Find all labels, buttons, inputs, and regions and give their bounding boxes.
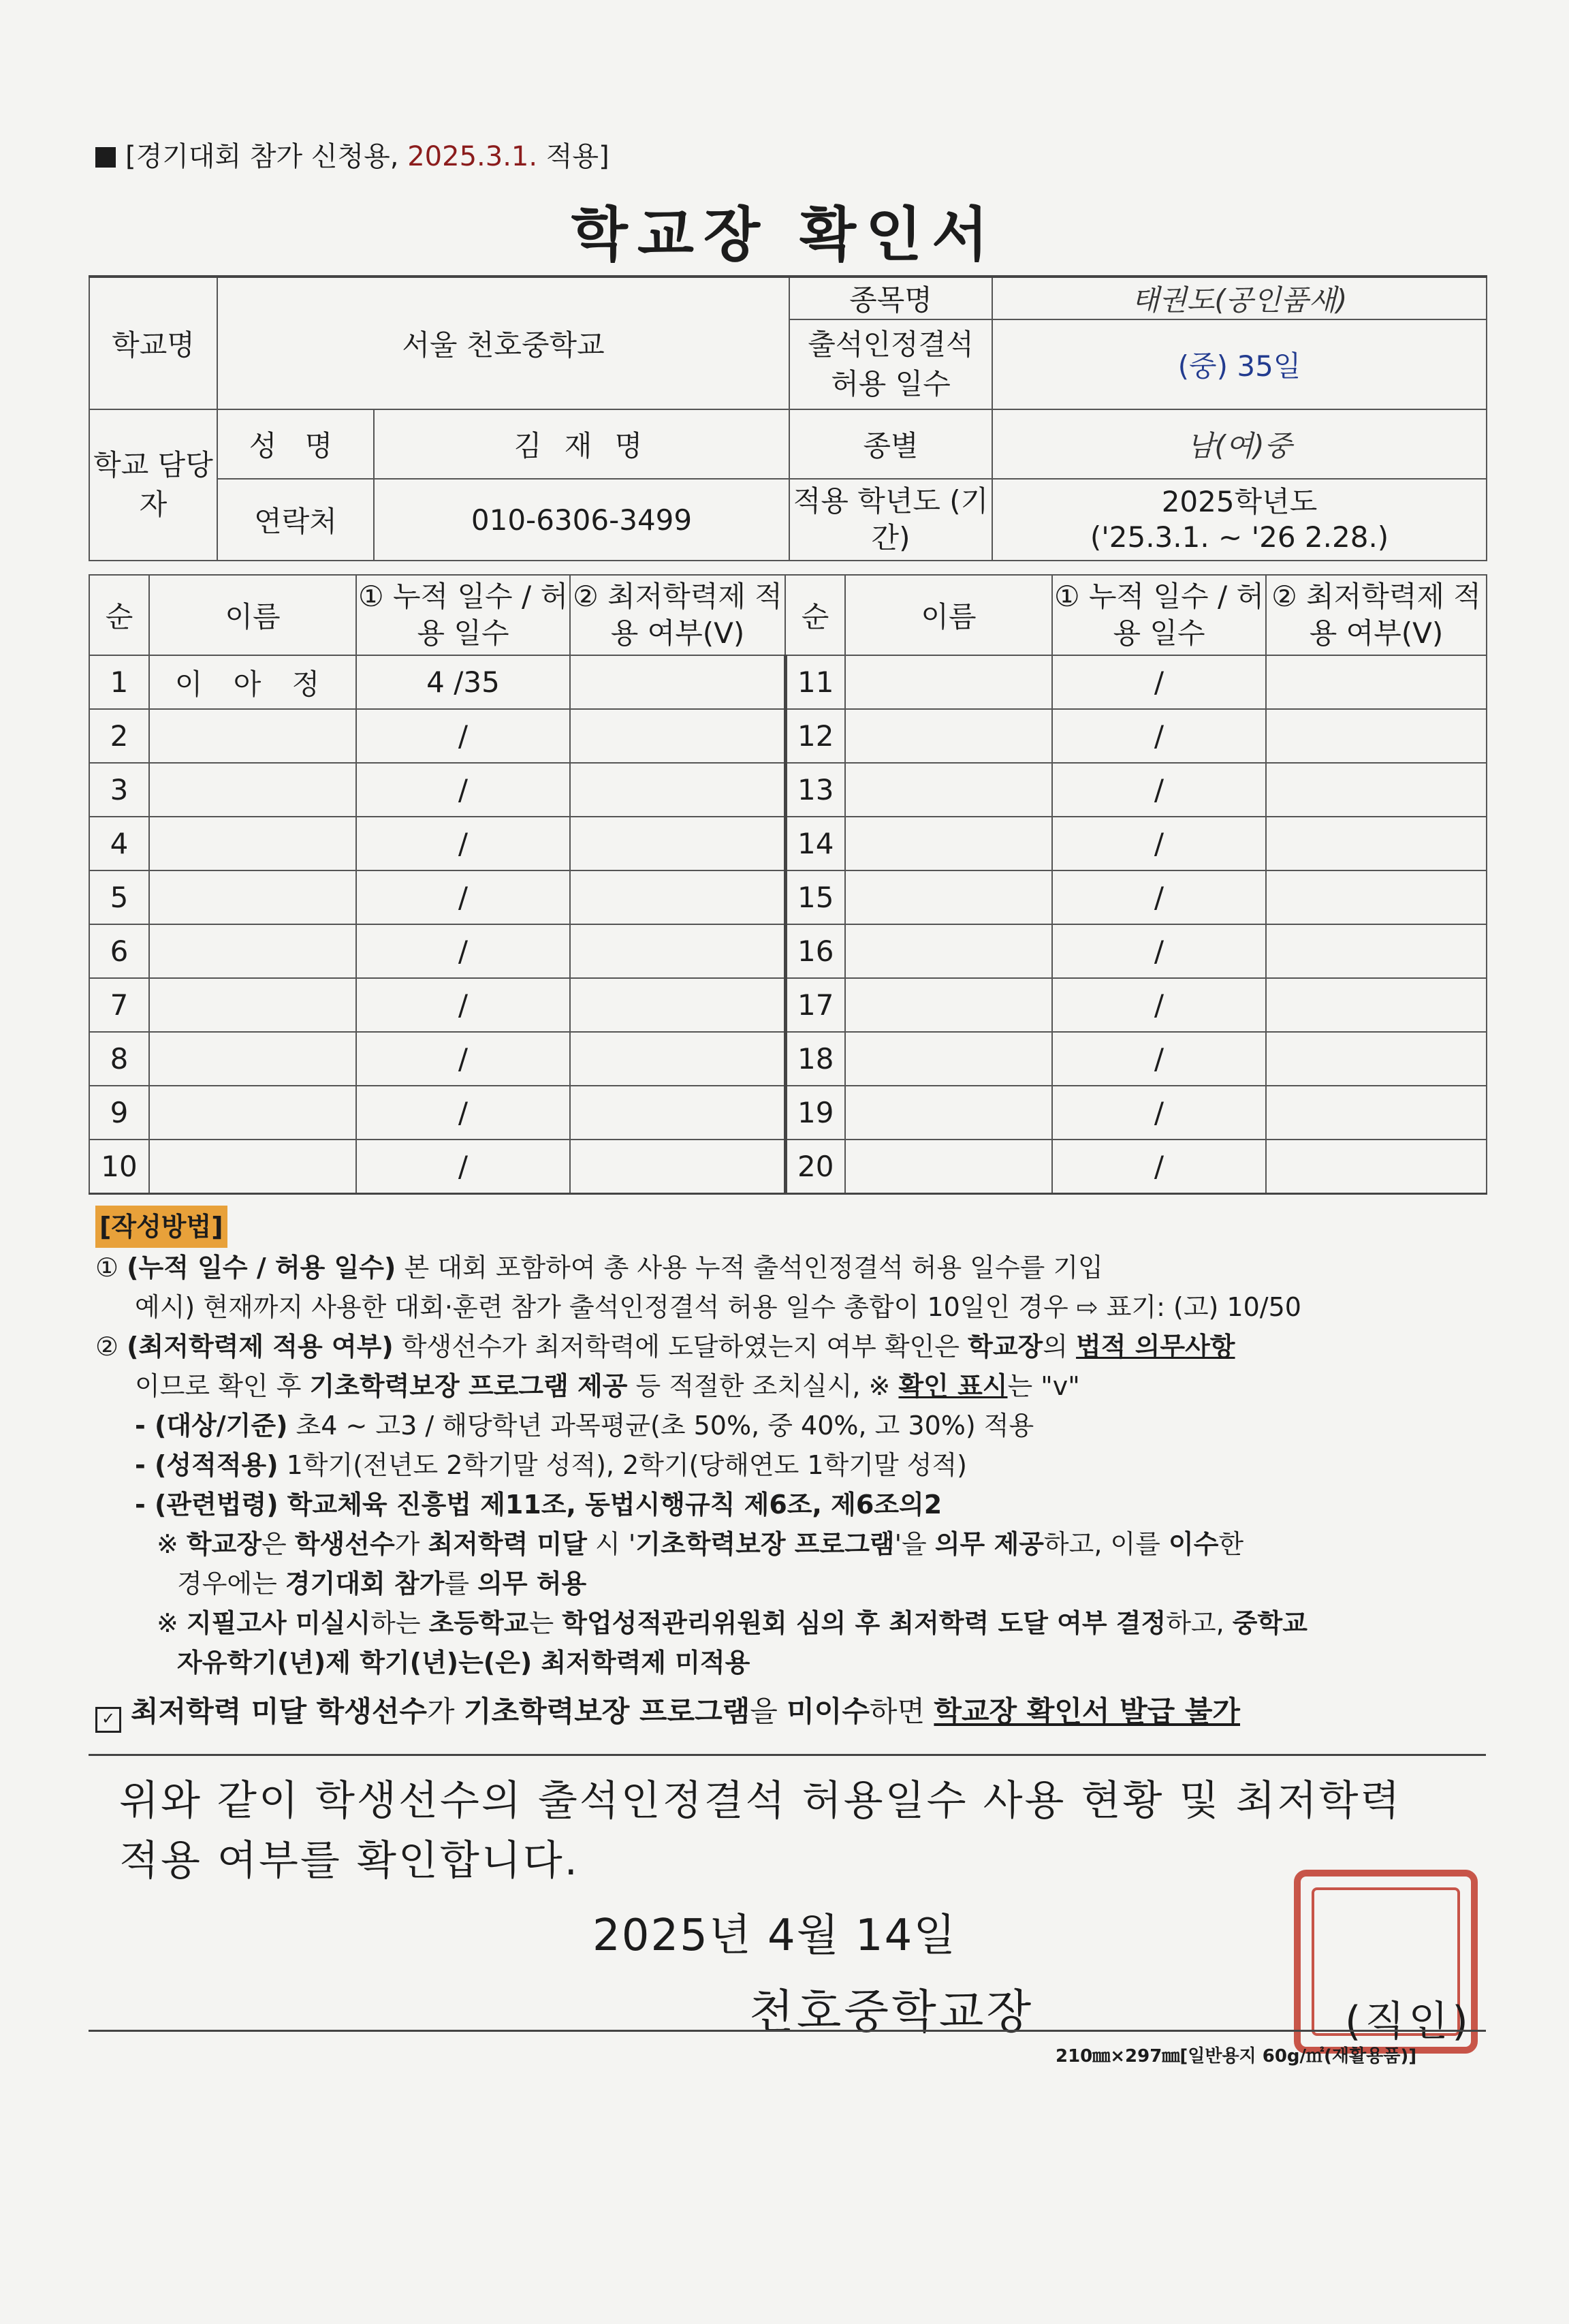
cell-min (570, 870, 785, 924)
cell-no: 1 (89, 655, 149, 709)
paper-spec: 210㎜×297㎜[일반용지 60g/㎡(재활용품)] (1056, 2046, 1417, 2067)
instruction-line: 자유학기(년)제 학기(년)는(은) 최저학력제 미적용 (177, 1648, 750, 1678)
cell-name (149, 1086, 356, 1140)
cell-name (149, 1140, 356, 1193)
cell-name (845, 709, 1052, 763)
cell-name (149, 817, 356, 870)
cell-name (845, 763, 1052, 817)
cell-min (570, 763, 785, 817)
instructions (95, 1206, 1485, 1733)
checkbox-icon: ✓ (95, 1707, 121, 1733)
col-name: 이름 (149, 575, 356, 655)
cell-name (149, 924, 356, 978)
cell-days: / (356, 1086, 570, 1140)
table-row (89, 924, 1487, 978)
name-label: 성 명 (217, 409, 374, 479)
col-no: 순 (89, 575, 149, 655)
year-cell (992, 479, 1487, 561)
col-days: ① 누적 일수 / 허용 일수 (1052, 575, 1266, 655)
cell-name (149, 870, 356, 924)
cell-no: 7 (89, 978, 149, 1032)
instruction-line: 이므로 확인 후 기초학력보장 프로그램 제공 등 적절한 조치실시, ※ 확인 표시는 "v" (135, 1371, 1080, 1401)
cell-min (570, 655, 785, 709)
cell-days: / (1052, 763, 1266, 817)
instructions-heading: [작성방법] (95, 1206, 227, 1248)
col-name: 이름 (845, 575, 1052, 655)
cell-min (1266, 1086, 1487, 1140)
instruction-line: 예시) 현재까지 사용한 대회·훈련 참가 출석인정결석 허용 일수 총합이 10일인 경우 ⇨ 표기: (고) 10/50 (135, 1292, 1301, 1322)
cell-days: / (1052, 978, 1266, 1032)
cell-days: / (356, 978, 570, 1032)
cell-days: / (1052, 1032, 1266, 1086)
allowed-days-value: (중) 35일 (992, 319, 1487, 409)
notice-line: ✓ 최저학력 미달 학생선수가 기초학력보장 프로그램을 미이수하면 학교장 확인서 발급 불가 (95, 1692, 1485, 1733)
contact-label: 연락처 (217, 479, 374, 561)
col-min: ② 최저학력제 적용 여부(V) (1266, 575, 1487, 655)
instruction-line: - (관련법령) 학교체육 진흥법 제11조, 동법시행규칙 제6조, 제6조의2 (135, 1490, 942, 1520)
cell-days: / (356, 709, 570, 763)
contact-value: 010-6306-3499 (374, 479, 789, 561)
cell-min (1266, 709, 1487, 763)
table-row (89, 709, 1487, 763)
table-row (89, 1140, 1487, 1193)
cell-name (149, 763, 356, 817)
student-table (89, 574, 1487, 1195)
teacher-name: 김 재 명 (374, 409, 789, 479)
cell-days: / (1052, 924, 1266, 978)
school-name: 서울 천호중학교 (217, 277, 789, 409)
instruction-line: ※ 학교장은 학생선수가 최저학력 미달 시 '기초학력보장 프로그램'을 의무 제공하고, 이를 이수한 (157, 1529, 1244, 1559)
cell-no: 19 (785, 1086, 845, 1140)
cell-min (1266, 763, 1487, 817)
cell-min (1266, 870, 1487, 924)
cell-name (845, 655, 1052, 709)
cell-no: 5 (89, 870, 149, 924)
cell-days: / (356, 870, 570, 924)
principal-name: 천호중학교장 (749, 1985, 1034, 2039)
instruction-line: - (성적적용) 1학기(전년도 2학기말 성적), 2학기(당해연도 1학기말 성적) (135, 1450, 968, 1480)
cell-name (845, 870, 1052, 924)
table-row (89, 817, 1487, 870)
cell-min (570, 817, 785, 870)
divider (89, 2030, 1486, 2032)
cell-name (149, 1032, 356, 1086)
cell-no: 6 (89, 924, 149, 978)
cell-name (149, 709, 356, 763)
col-min: ② 최저학력제 적용 여부(V) (570, 575, 785, 655)
top-note: [경기대회 참가 신청용, 2025.3.1. 적용] (95, 135, 609, 174)
cell-no: 12 (785, 709, 845, 763)
cell-no: 11 (785, 655, 845, 709)
cell-name (845, 1032, 1052, 1086)
cell-no: 3 (89, 763, 149, 817)
cell-min (1266, 1032, 1487, 1086)
cell-min (1266, 817, 1487, 870)
table-row (89, 1032, 1487, 1086)
black-square-icon (95, 147, 116, 168)
cell-days: 4 /35 (356, 655, 570, 709)
cell-days: / (1052, 655, 1266, 709)
instruction-line: 경우에는 경기대회 참가를 의무 허용 (177, 1569, 587, 1599)
cell-no: 15 (785, 870, 845, 924)
cell-days: / (356, 763, 570, 817)
instruction-line: ① (누적 일수 / 허용 일수) 본 대회 포함하여 총 사용 누적 출석인정결석 허용 일수를 기입 (95, 1253, 1103, 1283)
instruction-line: - (대상/기준) 초4 ~ 고3 / 해당학년 과목평균(초 50%, 중 40%, 고 30%) 적용 (135, 1411, 1034, 1441)
teacher-label: 학교 담당자 (89, 409, 217, 561)
table-row (89, 655, 1487, 709)
cell-min (1266, 924, 1487, 978)
cell-no: 2 (89, 709, 149, 763)
cell-min (570, 924, 785, 978)
type-label: 종별 (789, 409, 992, 479)
table-row (89, 978, 1487, 1032)
instruction-line: ※ 지필고사 미실시하는 초등학교는 학업성적관리위원회 심의 후 최저학력 도달 여부 결정하고, 중학교 (157, 1608, 1308, 1638)
cell-days: / (1052, 1086, 1266, 1140)
cell-name: 이 아 정 (149, 655, 356, 709)
table-row (89, 1086, 1487, 1140)
cell-no: 20 (785, 1140, 845, 1193)
cell-name (845, 1086, 1052, 1140)
cell-no: 8 (89, 1032, 149, 1086)
cell-min (1266, 1140, 1487, 1193)
info-table (89, 275, 1487, 561)
cell-min (570, 709, 785, 763)
event-label: 종목명 (789, 277, 992, 319)
school-label: 학교명 (89, 277, 217, 409)
cell-min (570, 1086, 785, 1140)
cell-days: / (1052, 709, 1266, 763)
cell-no: 16 (785, 924, 845, 978)
cell-days: / (356, 1032, 570, 1086)
col-no: 순 (785, 575, 845, 655)
cell-days: / (1052, 817, 1266, 870)
cell-no: 18 (785, 1032, 845, 1086)
divider (89, 1754, 1486, 1756)
cell-min (1266, 978, 1487, 1032)
cell-no: 17 (785, 978, 845, 1032)
cell-days: / (356, 1140, 570, 1193)
cell-days: / (1052, 1140, 1266, 1193)
cell-no: 13 (785, 763, 845, 817)
cell-name (845, 1140, 1052, 1193)
cell-no: 9 (89, 1086, 149, 1140)
cell-name (845, 924, 1052, 978)
cell-days: / (356, 924, 570, 978)
cell-min (1266, 655, 1487, 709)
allowed-days-label: 출석인정결석 허용 일수 (789, 319, 992, 409)
year-label: 적용 학년도 (기간) (789, 479, 992, 561)
year-value: 2025학년도 (1161, 485, 1318, 518)
year-period: ('25.3.1. ~ '26 2.28.) (1090, 520, 1389, 554)
event-value: 태권도(공인품새) (992, 277, 1487, 319)
cell-days: / (1052, 870, 1266, 924)
cell-name (845, 817, 1052, 870)
cell-no: 4 (89, 817, 149, 870)
page-title: 학교장 확인서 (571, 201, 998, 269)
cell-name (149, 978, 356, 1032)
col-days: ① 누적 일수 / 허용 일수 (356, 575, 570, 655)
type-value: 남(여)중 (992, 409, 1487, 479)
cell-days: / (356, 817, 570, 870)
cell-min (570, 1032, 785, 1086)
table-row (89, 870, 1487, 924)
cell-min (570, 1140, 785, 1193)
cell-no: 14 (785, 817, 845, 870)
seal-label: (직인) (1345, 1998, 1472, 2045)
confirm-text: 위와 같이 학생선수의 출석인정결석 허용일수 사용 현황 및 최저학력 적용 여부를 확인합니다. (119, 1777, 1402, 1885)
issue-date: 2025년 4월 14일 (592, 1911, 957, 1961)
table-row (89, 763, 1487, 817)
cell-name (845, 978, 1052, 1032)
cell-no: 10 (89, 1140, 149, 1193)
instruction-line: ② (최저학력제 적용 여부) 학생선수가 최저학력에 도달하였는지 여부 확인은 학교장의 법적 의무사항 (95, 1332, 1235, 1362)
cell-min (570, 978, 785, 1032)
